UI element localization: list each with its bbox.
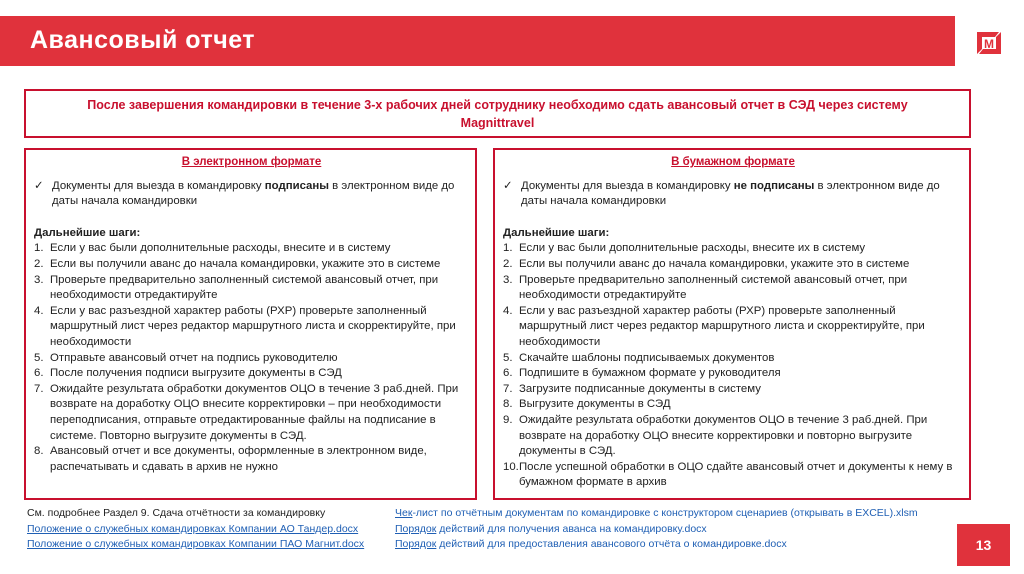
intro-box [24, 89, 971, 138]
step-text: Ожидайте результата обработки документов ОЦО в течение 3 раб.дней. При возврате на доработку ОЦО внесите корректировки и повторно выгрузите документы в СЭД. [519, 413, 928, 458]
step-text: Если у вас разъездной характер работы (РХР) проверьте заполненный маршрутный лист через редактор маршрутного листа и скорректируйте, при необходимости [519, 304, 925, 348]
condition-bold: не подписаны [733, 179, 815, 192]
condition-text: в электронном виде до даты начала командировки [52, 179, 455, 208]
checkmark-icon: ✓ [34, 179, 44, 192]
svg-text:M: M [984, 37, 994, 51]
condition-text: Документы для выезда в командировку [521, 179, 734, 192]
link-advance-procedure[interactable]: Порядок [395, 522, 437, 535]
intro-text: После завершения командировки в течение 3-х рабочих дней сотруднику необходимо сдать авансовый отчет в СЭД через системy Magnittravel [87, 98, 908, 130]
condition-text: Документы для выезда в командировку [52, 179, 265, 192]
link-polozhenie-tander[interactable]: Положение о служебных командировках Компании АО Тандер.docx [27, 522, 359, 535]
checkmark-icon: ✓ [503, 179, 513, 192]
step-item [34, 351, 469, 367]
panel-title: В бумажном формате [671, 156, 795, 168]
step-number: 3. [503, 273, 513, 286]
step-text: Если у вас были дополнительные расходы, внесите и в систему [50, 242, 391, 255]
steps-list [503, 241, 963, 491]
panel-title: В электронном формате [181, 156, 322, 168]
step-item [34, 366, 469, 382]
steps-list [34, 241, 469, 475]
step-item [34, 241, 469, 257]
step-text: После успешной обработки в ОЦО сдайте авансовый отчет и документы к нему в бумажном формате в архив [519, 460, 953, 489]
step-text: Авансовый отчет и все документы, оформленные в электронном виде, распечатывать и сдавать в архив не нужно [50, 445, 427, 473]
step-text: Если вы получили аванс до начала командировки, укажите это в системе [519, 257, 910, 270]
step-text: Отправьте авансовый отчет на подпись руководителю [50, 351, 338, 364]
step-text: Если у вас разъездной характер работы (РХР) проверьте заполненный маршрутный лист через редактор маршрутного листа и скорректируйте, при необходимости [50, 304, 456, 348]
step-number: 7. [503, 382, 513, 395]
step-item [34, 304, 469, 351]
step-item [503, 241, 963, 257]
condition-text: в электронном виде до даты начала командировки [521, 179, 940, 208]
steps-title: Дальнейшие шаги: [503, 226, 610, 239]
link-checklist[interactable]: Чек [395, 507, 413, 519]
condition [503, 179, 963, 210]
condition-bold: подписаны [264, 179, 329, 192]
page-title: Авансовый отчет [30, 26, 256, 54]
page-number: 13 [957, 524, 1010, 566]
step-item [503, 273, 963, 304]
link-text: действий для предоставления авансового отчёта о командировке.docx [436, 538, 787, 550]
step-item [503, 351, 963, 367]
step-item [34, 257, 469, 273]
step-number: 1. [34, 242, 44, 255]
step-item [34, 273, 469, 304]
step-item [503, 304, 963, 351]
step-number: 6. [34, 367, 44, 380]
step-number: 4. [34, 304, 44, 317]
link-report-procedure[interactable]: Порядок [395, 538, 437, 550]
step-number: 2. [34, 257, 44, 270]
step-number: 5. [34, 351, 44, 364]
step-item [503, 413, 963, 460]
step-text: Проверьте предварительно заполненный системой авансовый отчет, при необходимости отредактируйте [50, 273, 439, 302]
step-number: 8. [503, 398, 513, 411]
step-text: После получения подписи выгрузите документы в СЭД [50, 367, 342, 380]
footer-note: См. подробнее Раздел 9. Сдача отчётности за командировку [27, 507, 326, 519]
step-number: 1. [503, 242, 513, 255]
magnit-logo-icon [973, 29, 1005, 57]
step-number: 4. [503, 304, 513, 317]
condition [34, 179, 469, 210]
step-item [503, 257, 963, 273]
step-text: Скачайте шаблоны подписываемых документов [519, 351, 775, 364]
step-number: 6. [503, 367, 513, 380]
step-text: Ожидайте результата обработки документов ОЦО в течение 3 раб.дней. При возврате на доработку ОЦО внесите корректировки – при необходимости переподписания, отправьте отредактированные файлы на подписание в системе. Повторно выгрузите документы в СЭД. [50, 382, 459, 442]
step-text: Проверьте предварительно заполненный системой авансовый отчет, при необходимости отредактируйте [519, 273, 908, 302]
step-number: 3. [34, 273, 44, 286]
step-text: Загрузите подписанные документы в систему [519, 382, 761, 395]
step-number: 8. [34, 445, 44, 458]
paper-format-panel [493, 148, 971, 500]
step-number: 10. [503, 460, 519, 473]
link-text: действий для получения аванса на командировку.docx [436, 522, 707, 535]
link-text: -лист по отчётным документам по командировке с конструктором сценариев (открывать в EXCEL).xlsm [412, 507, 918, 519]
footer-left [27, 506, 364, 553]
step-number: 5. [503, 351, 513, 364]
footer-right [395, 506, 918, 553]
step-item [503, 397, 963, 413]
step-text: Подпишите в бумажном формате у руководителя [519, 367, 781, 380]
title-bar [0, 16, 955, 66]
step-item [34, 382, 469, 444]
step-text: Если у вас были дополнительные расходы, внесите их в систему [519, 242, 866, 255]
step-number: 2. [503, 257, 513, 270]
step-number: 7. [34, 382, 44, 395]
electronic-format-panel [24, 148, 477, 500]
step-item [503, 366, 963, 382]
step-number: 9. [503, 413, 513, 426]
step-text: Если вы получили аванс до начала командировки, укажите это в системе [50, 257, 441, 270]
link-polozhenie-magnit[interactable]: Положение о служебных командировках Компании ПАО Магнит.docx [27, 538, 365, 550]
step-text: Выгрузите документы в СЭД [519, 398, 671, 411]
step-item [34, 444, 469, 475]
steps-title: Дальнейшие шаги: [34, 226, 141, 239]
step-item [503, 382, 963, 398]
step-item [503, 460, 963, 491]
